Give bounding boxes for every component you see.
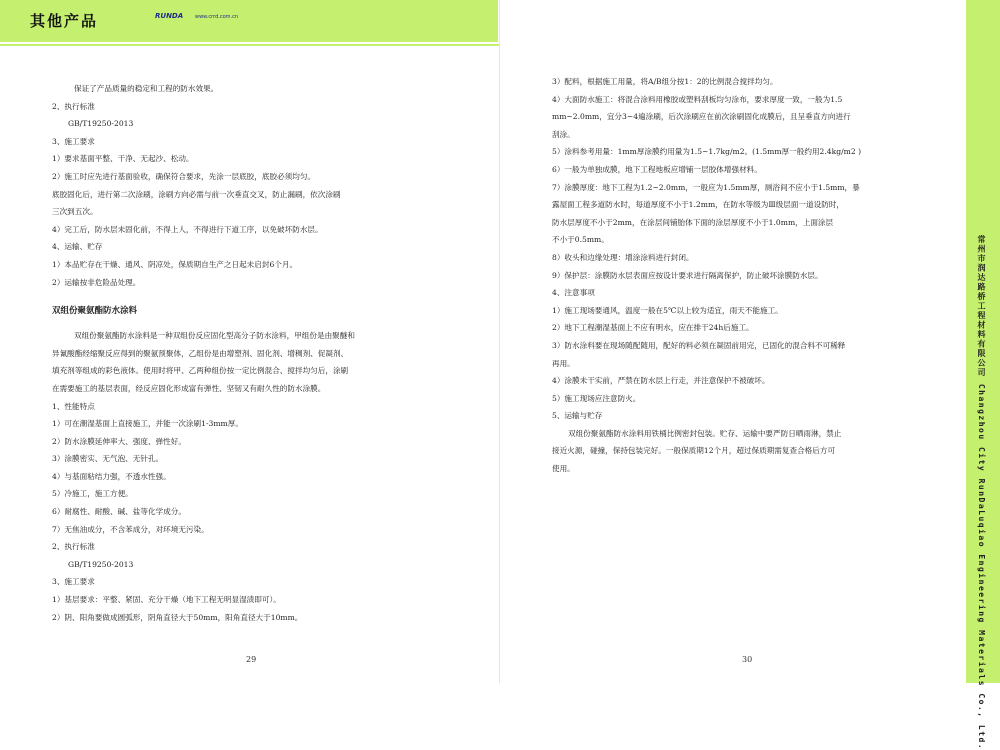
section-title: 双组份聚氨酯防水涂料 [52,306,138,317]
text-line: 2）施工时应先进行基面验收，确保符合要求，先涂一层底胶，底胶必须均匀。 [52,171,316,181]
left-page-body [52,80,460,626]
text-line: 3）涂膜密实、无气泡、无针孔。 [52,454,164,464]
text-line: 底胶固化后，进行第二次涂刷，涂刷方向必需与前一次垂直交叉，防止漏刷，依次涂刷 [52,189,341,199]
text-line: GB/T19250-2013 [68,119,134,129]
text-line: 3）配料，根据施工用量，将A/B组分按1：2的比例混合搅拌均匀。 [552,77,778,86]
text-line: 2、执行标准 [52,542,95,552]
text-line: 在需要施工的基层表面，经反应固化形成富有弹性、坚韧又有耐久性的防水涂膜。 [52,383,326,393]
text-line: 4）涂膜未干实前，严禁在防水层上行走，并注意保护不被破坏。 [552,376,770,386]
right-page-body [552,73,952,478]
text-line: mm~2.0mm，宜分3~4遍涂刷，后次涂刷应在前次涂刷固化成膜后，且呈垂直方向进行 [552,112,851,122]
text-line: 双组份聚氨酯防水涂料用铁桶比例密封包装。贮存、运输中要严防日晒雨淋，禁止 [568,428,842,438]
text-line: 4）完工后，防水层未固化前，不得上人，不得进行下道工序，以免破坏防水层。 [52,224,323,234]
runda-logo: RUNDA [155,12,184,20]
text-line: 异氰酸酯经缩聚反应得到的聚氨预聚体，乙组份是由增塑剂、固化剂、增稠剂、促凝剂、 [52,348,349,358]
text-line: 6）一般为单独成膜，地下工程地板应增铺一层胶体增强材料。 [552,164,762,174]
text-line: 不小于0.5mm。 [552,235,609,245]
text-line: 保证了产品质量的稳定和工程的防水效果。 [74,84,219,93]
text-line: 再用。 [552,358,575,368]
text-line: 4）大面防水施工：将混合涂料用橡胶或塑料刮板均匀涂布，要求厚度一致，一般为1.5 [552,94,843,104]
text-line: 2）运输按非危险品处理。 [52,277,141,287]
text-line: 1）基层要求：平整、紧固、充分干燥（地下工程无明显湿渍即可）。 [52,595,281,605]
header-title: 其他产品 [30,12,99,30]
header-website: www.crrd.com.cn [195,14,239,20]
page-header [0,0,498,42]
text-line: 4）与基面粘结力强，不透水性强。 [52,471,171,481]
text-line: 5）冷施工，施工方便。 [52,489,133,499]
text-line: 2）阴、阳角要做成圆弧形，阴角直径大于50mm，阳角直径大于10mm。 [52,612,303,622]
text-line: 4、运输、贮存 [52,242,103,252]
text-line: 2）地下工程潮湿基面上不应有明水，应在排干24h后施工。 [552,323,754,333]
text-line: 5、运输与贮存 [552,411,603,421]
text-line: 7）无焦油成分，不含苯成分，对环境无污染。 [52,524,209,534]
text-line: 1）本品贮存在干燥、通风、阴凉处，保质期自生产之日起未启封6个月。 [52,259,298,269]
text-line: 2、执行标准 [52,101,95,111]
text-line: 5）施工现场应注意防火。 [552,393,641,403]
header-rule [0,44,500,46]
text-line: 使用。 [552,464,575,474]
text-line: 填充剂等组成的彩色液体。使用时将甲、乙两种组份按一定比例混合、搅拌均匀后，涂刷 [52,366,349,376]
text-line: 9）保护层：涂膜防水层表面应按设计要求进行隔离保护，防止破坏涂膜防水层。 [552,270,823,280]
text-line: 接近火源，碰撞，保持包装完好。一般保质期12个月，超过保质期需复查合格后方可 [552,446,836,456]
text-line: 6）耐腐性、耐酸、碱、盐等化学成分。 [52,507,186,517]
text-line: 2）防水涂膜延伸率大、强度、弹性好。 [52,436,186,446]
text-line: 8）收头和边缘处理：增涂涂料进行封闭。 [552,252,694,262]
text-line: 1）可在潮湿基面上直接施工，并能一次涂刷1-3mm厚。 [52,419,243,429]
side-band [966,0,1000,750]
text-line: 7）涂膜厚度：地下工程为1.2~2.0mm，一般应为1.5mm厚，厕浴间不应小于1.5mm，暴 [552,182,860,192]
page-number-left: 29 [246,655,257,664]
text-line: 5）涂料参考用量：1mm厚涂膜约用量为1.5~1.7kg/m2。(1.5mm厚一般约用2.4kg/m2 ) [552,147,862,157]
text-line: 露屋面工程多道防水时，每道厚度不小于1.2mm，在防水等级为Ⅲ级层面一道设防时， [552,200,844,210]
text-line: 双组份聚氨酯防水涂料是一种双组份反应固化型高分子防水涂料，甲组份是由聚醚和 [74,331,355,341]
text-line: 3）防水涂料要在现场随配随用，配好的料必须在凝固前用完，已固化的混合料不可稀释 [552,340,846,350]
text-line: GB/T19250-2013 [68,559,134,569]
text-line: 1）要求基面平整、干净、无起沙、松动。 [52,154,194,164]
text-line: 1、性能特点 [52,401,95,411]
company-name-vertical: 常州市润达路桥工程材料有限公司 Changzhou City RunDaLuqiao Engineering Materials Co., Ltd. [977,235,986,750]
text-line: 4、注意事项 [552,288,595,298]
text-line: 刮涂。 [552,129,575,139]
page-spine [499,0,500,683]
text-line: 3、施工要求 [52,577,95,587]
text-line: 防水层厚度不小于2mm，在涂层间铺胎体下面的涂层厚度不小于1.0mm，上面涂层 [552,217,834,227]
text-line: 三次到五次。 [52,207,98,217]
text-line: 3、施工要求 [52,136,95,146]
page-number-right: 30 [742,655,753,664]
text-line: 1）施工现场要通风，温度一般在5℃以上较为适宜，雨天不能施工。 [552,305,783,315]
